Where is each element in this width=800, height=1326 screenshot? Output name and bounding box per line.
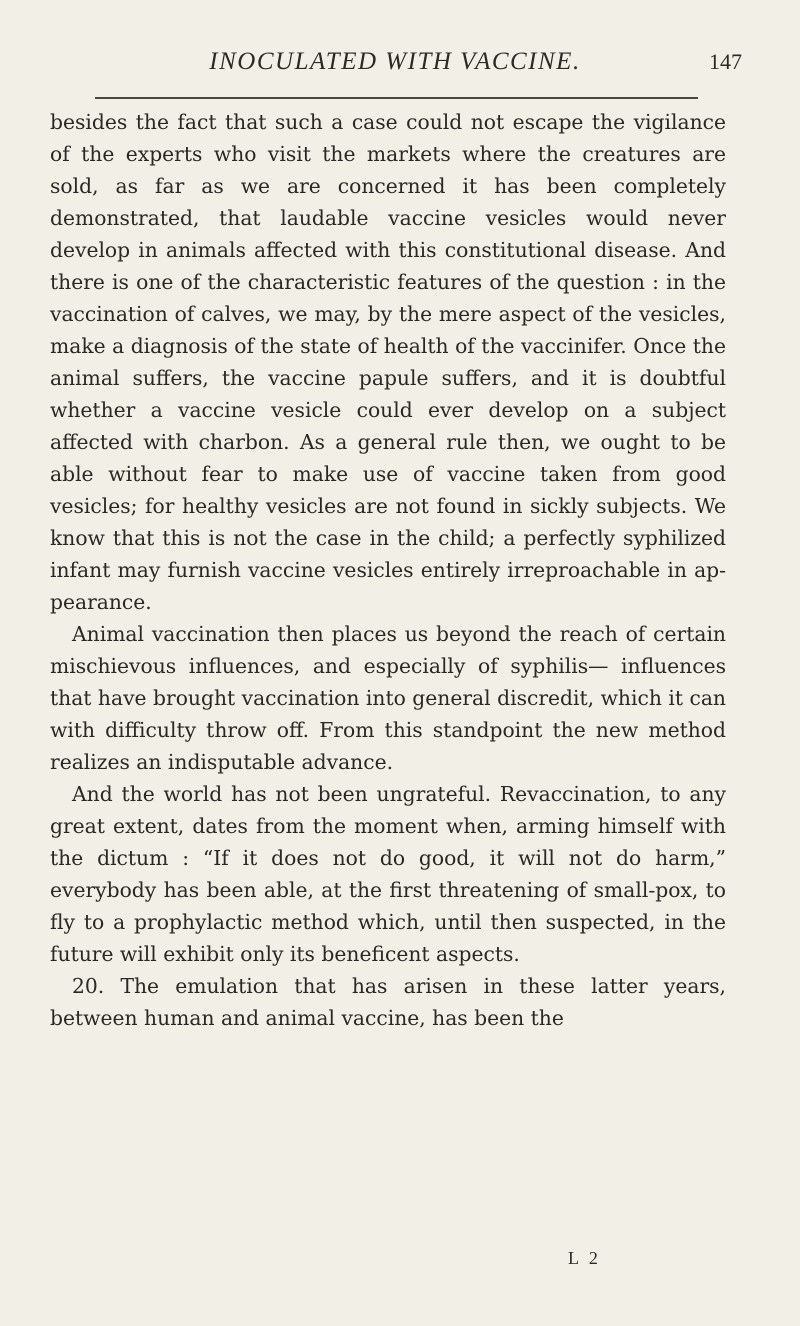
header-rule [95, 97, 698, 99]
page-number: 147 [709, 49, 742, 74]
running-head [60, 44, 742, 80]
paragraph-continuation: besides the fact that such a case could not escape the vigilance of the experts who visit the markets where the creatures are sold, as far as we are concerned it has been completely demonstrated, that laudable vaccine vesicles would never develop in animals affected with this constitutional disease. And there is one of the characteristic features of the question : in the vaccination of calves, we may, by the mere aspect of the vesicles, make a diagnosis of the state of health of the vaccinifer. Once the animal suffers, the vaccine papule suffers, and it is doubtful whether a vaccine vesicle could ever develop on a subject affected with charbon. As a general rule then, we ought to be able without fear to make use of vaccine taken from good vesicles; for healthy vesicles are not found in sickly subjects. We know that this is not the case in the child; a perfectly syphilized infant may furnish vaccine vesicles entirely irreproachable in appearance. [50, 110, 726, 614]
running-title: INOCULATED WITH VACCINE. [209, 48, 581, 75]
body-text [50, 106, 726, 1034]
signature-mark: L 2 [568, 1248, 601, 1268]
paragraph-revaccination: And the world has not been ungrateful. Revaccination, to any great extent, dates from the moment when, arming himself with the dictum : “If it does not do good, it will not do harm,” everybody has been able, at the first threatening of small-pox, to fly to a prophylactic method which, until then suspected, in the future will exhibit only its beneficent aspects. [50, 782, 726, 966]
paragraph-animal-vaccination: Animal vaccination then places us beyond the reach of certain mischievous influences, and especially of syphilis— influences that have brought vaccination into general discredit, which it can with difficulty throw off. From this standpoint the new method realizes an indisputable advance. [50, 622, 726, 774]
paragraph-section-20: 20. The emulation that has arisen in these latter years, between human and animal vaccine, has been the [50, 974, 726, 1030]
